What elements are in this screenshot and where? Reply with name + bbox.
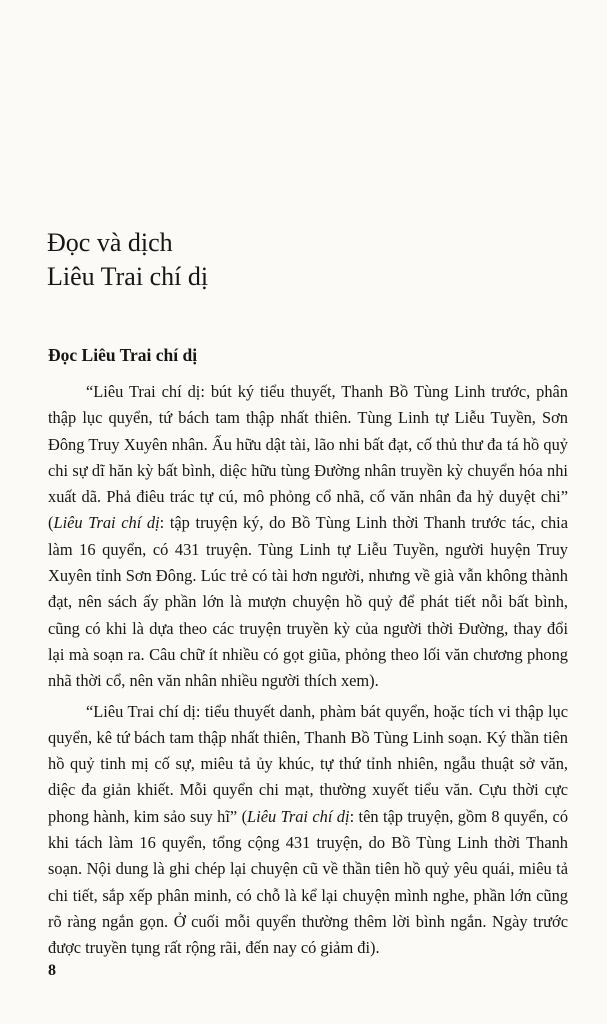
chapter-title-line-2: Liêu Trai chí dị — [47, 262, 209, 291]
paragraph-2-text-a: “Liêu Trai chí dị: tiểu thuyết danh, phàm bát quyển, hoặc tích vi thập lục quyển, kê tứ bách tam thập nhất thiên, Thanh Bồ Tùng Linh soạn. Ký thần tiên hồ quỷ tinh mị cố sự, miêu tả ủy khúc, tự thứ tỉnh nhiên, ngẫu thuật sở văn, diệc đa giản khiết. Mỗi quyển chi mạt, thường xuyết tiểu văn. Cựu thời cực phong hành, kim sảo suy hĩ” ( — [48, 701, 568, 826]
paragraph-1 — [48, 379, 568, 695]
paragraph-2 — [48, 699, 568, 962]
body-text — [48, 379, 568, 962]
paragraph-1-text-b: : tập truyện ký, do Bồ Tùng Linh thời Thanh trước tác, chia làm 16 quyển, có 431 truyện. Tùng Linh tự Liễu Tuyền, người huyện Truy Xuyên tỉnh Sơn Đông. Lúc trẻ có tài hơn người, nhưng về già vẫn không thành đạt, nên sách ấy phần lớn là mượn chuyện hồ quỷ để phát tiết nỗi bất bình, cũng có khi là dựa theo các truyện truyền kỳ của người thời Đường, thay đổi lại mà soạn ra. Câu chữ ít nhiều có gọt giũa, phỏng theo lối văn chương phong nhã thời cổ, nên văn nhân nhiều người thích xem). — [48, 513, 568, 691]
paragraph-2-text-b: : tên tập truyện, gồm 8 quyển, có khi tách làm 16 quyển, tổng cộng 431 truyện, do Bồ Tùng Linh thời Thanh soạn. Nội dung là ghi chép lại chuyện cũ về thần tiên hồ quỷ yêu quái, miêu tả chi tiết, sắp xếp phân minh, có chỗ là kể lại chuyện mình nghe, phần lớn cũng rõ ràng ngắn gọn. Ở cuối mỗi quyển thường thêm lời bình ngắn. Ngày trước được truyền tụng rất rộng rãi, đến nay có giảm đi). — [48, 806, 569, 958]
paragraph-2-italic-title: Liêu Trai chí dị — [247, 806, 350, 826]
paragraph-1-italic-title: Liêu Trai chí dị — [53, 513, 160, 533]
paragraph-1-text-a: “Liêu Trai chí dị: bút ký tiểu thuyết, Thanh Bồ Tùng Linh trước, phân thập lục quyển, tứ bách tam thập nhất thiên. Tùng Linh tự Liễu Tuyền, Sơn Đông Truy Xuyên nhân. Ấu hữu dật tài, lão nhi bất đạt, cố thủ thư đa tá hồ quỷ chi sự dĩ hăn kỳ bất bình, diệc hữu tùng Đường nhân truyền kỳ chuyển hóa nhi xuất dã. Phả điêu trác tự cú, mô phỏng cổ nhã, cố văn nhân đa hỷ duyệt chi” ( — [48, 382, 568, 533]
chapter-title — [47, 226, 208, 294]
chapter-title-line-1: Đọc và dịch — [47, 228, 173, 257]
page-number: 8 — [48, 962, 56, 979]
section-heading: Đọc Liêu Trai chí dị — [48, 345, 198, 365]
